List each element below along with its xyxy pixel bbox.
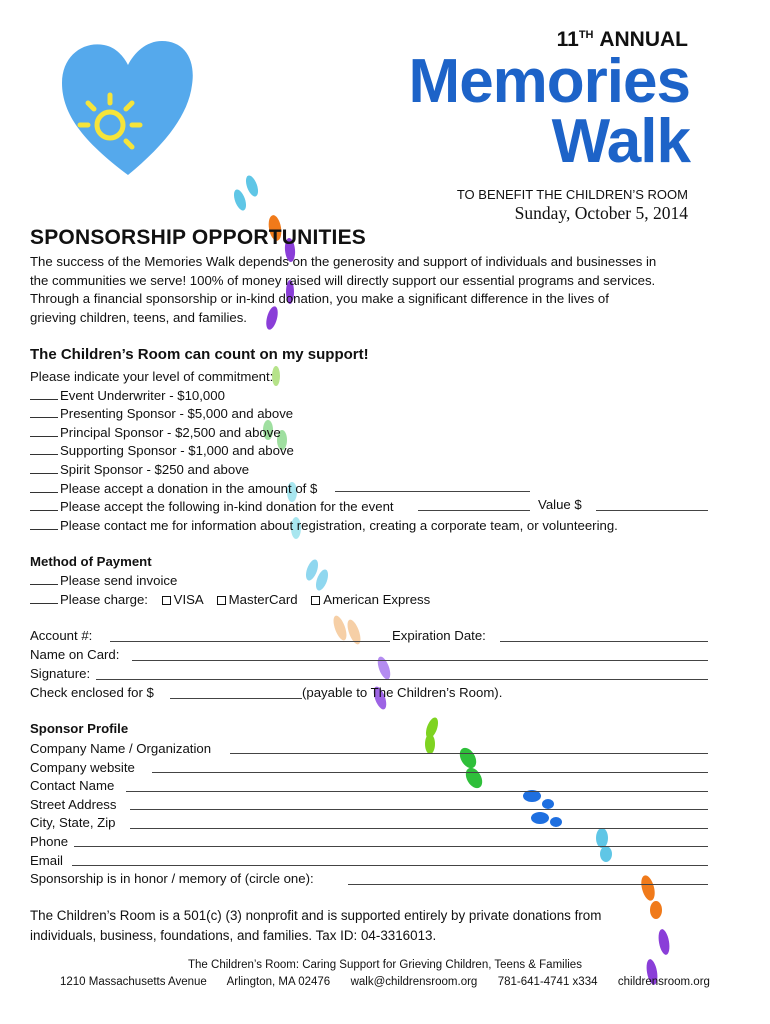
event-title: Memories Walk xyxy=(408,47,690,176)
charge-option[interactable]: Please charge: VISA MasterCard American Express xyxy=(30,591,430,610)
value-field[interactable] xyxy=(596,510,708,511)
account-field[interactable] xyxy=(110,641,390,642)
level-presenting-sponsor[interactable]: Presenting Sponsor - $5,000 and above xyxy=(30,405,618,424)
account-label: Account #: xyxy=(30,628,93,643)
amex-checkbox[interactable] xyxy=(311,596,320,605)
support-heading: The Children’s Room can count on my support! xyxy=(30,346,369,363)
value-label: Value $ xyxy=(538,497,582,512)
contact-name-label: Contact Name xyxy=(30,778,115,794)
name-on-card-field[interactable] xyxy=(132,660,708,661)
signature-label: Signature: xyxy=(30,666,91,681)
company-website-label: Company website xyxy=(30,759,135,775)
company-name-field[interactable] xyxy=(230,753,708,754)
company-website-field[interactable] xyxy=(152,772,708,773)
phone-label: Phone xyxy=(30,833,69,849)
email-field[interactable] xyxy=(72,865,708,866)
check-amount-field[interactable] xyxy=(170,698,302,699)
footer-email[interactable]: walk@childrensroom.org xyxy=(350,976,478,988)
visa-checkbox[interactable] xyxy=(162,596,171,605)
nonprofit-statement: The Children’s Room is a 501(c) (3) nonprofit and is supported entirely by private donations from individuals, business, foundations, and families. Tax ID: 04-3316013. xyxy=(30,908,602,943)
footer-tagline: The Children’s Room: Caring Support for Grieving Children, Teens & Families xyxy=(188,959,582,971)
contact-me-option[interactable]: Please contact me for information about registration, creating a corporate team, or volunteering. xyxy=(30,517,618,536)
expiration-label: Expiration Date: xyxy=(392,628,486,643)
payable-note: (payable to The Children’s Room). xyxy=(302,685,503,700)
level-supporting-sponsor[interactable]: Supporting Sponsor - $1,000 and above xyxy=(30,442,618,461)
city-state-zip-label: City, State, Zip xyxy=(30,815,116,831)
check-label: Check enclosed for $ xyxy=(30,685,154,700)
company-name-label: Company Name / Organization xyxy=(30,741,212,756)
city-state-zip-field[interactable] xyxy=(130,828,708,829)
phone-field[interactable] xyxy=(74,846,708,847)
commitment-prompt: Please indicate your level of commitment: xyxy=(30,369,274,384)
footer-website[interactable]: childrensroom.org xyxy=(617,976,710,988)
name-on-card-label: Name on Card: xyxy=(30,647,120,662)
street-address-field[interactable] xyxy=(130,809,708,810)
heart-sun-logo xyxy=(58,35,198,185)
in-kind-field[interactable] xyxy=(418,510,530,511)
level-principal-sponsor[interactable]: Principal Sponsor - $2,500 and above xyxy=(30,424,618,443)
email-label: Email xyxy=(30,852,63,868)
sponsorship-heading: SPONSORSHIP OPPORTUNITIES xyxy=(30,226,367,249)
footer-address: 1210 Massachusetts Avenue xyxy=(60,976,207,988)
street-address-label: Street Address xyxy=(30,796,117,812)
profile-heading: Sponsor Profile xyxy=(30,721,129,736)
footer-city: Arlington, MA 02476 xyxy=(226,976,331,988)
payment-options xyxy=(30,572,430,609)
payment-heading: Method of Payment xyxy=(30,554,152,569)
signature-field[interactable] xyxy=(96,679,708,680)
honor-memory-field[interactable] xyxy=(348,884,708,885)
level-spirit-sponsor[interactable]: Spirit Sponsor - $250 and above xyxy=(30,461,618,480)
donation-amount-option[interactable]: Please accept a donation in the amount of $ xyxy=(30,480,618,499)
mastercard-checkbox[interactable] xyxy=(217,596,226,605)
intro-paragraph: The success of the Memories Walk depends on the generosity and support of individuals and businesses in the communities we serve! 100% of money raised will directly support our essential programs and services. Through a financial sponsorship or in-kind donation, you make a significant difference in the lives of grieving children, teens, and families. xyxy=(30,254,657,325)
level-event-underwriter[interactable]: Event Underwriter - $10,000 xyxy=(30,387,618,406)
send-invoice-option[interactable]: Please send invoice xyxy=(30,572,430,591)
in-kind-option[interactable]: Please accept the following in-kind donation for the event xyxy=(30,498,618,517)
annual-label: 11TH ANNUAL xyxy=(556,28,688,51)
donation-amount-field[interactable] xyxy=(335,491,530,492)
contact-name-field[interactable] xyxy=(126,791,708,792)
footer-phone: 781-641-4741 x334 xyxy=(497,976,598,988)
footer-contact xyxy=(60,976,710,988)
benefit-line: TO BENEFIT THE CHILDREN’S ROOM xyxy=(456,187,688,202)
honor-memory-label: Sponsorship is in honor / memory of (circle one): xyxy=(30,871,314,887)
expiration-field[interactable] xyxy=(500,641,708,642)
event-date: Sunday, October 5, 2014 xyxy=(514,203,688,223)
profile-fields xyxy=(30,740,314,889)
